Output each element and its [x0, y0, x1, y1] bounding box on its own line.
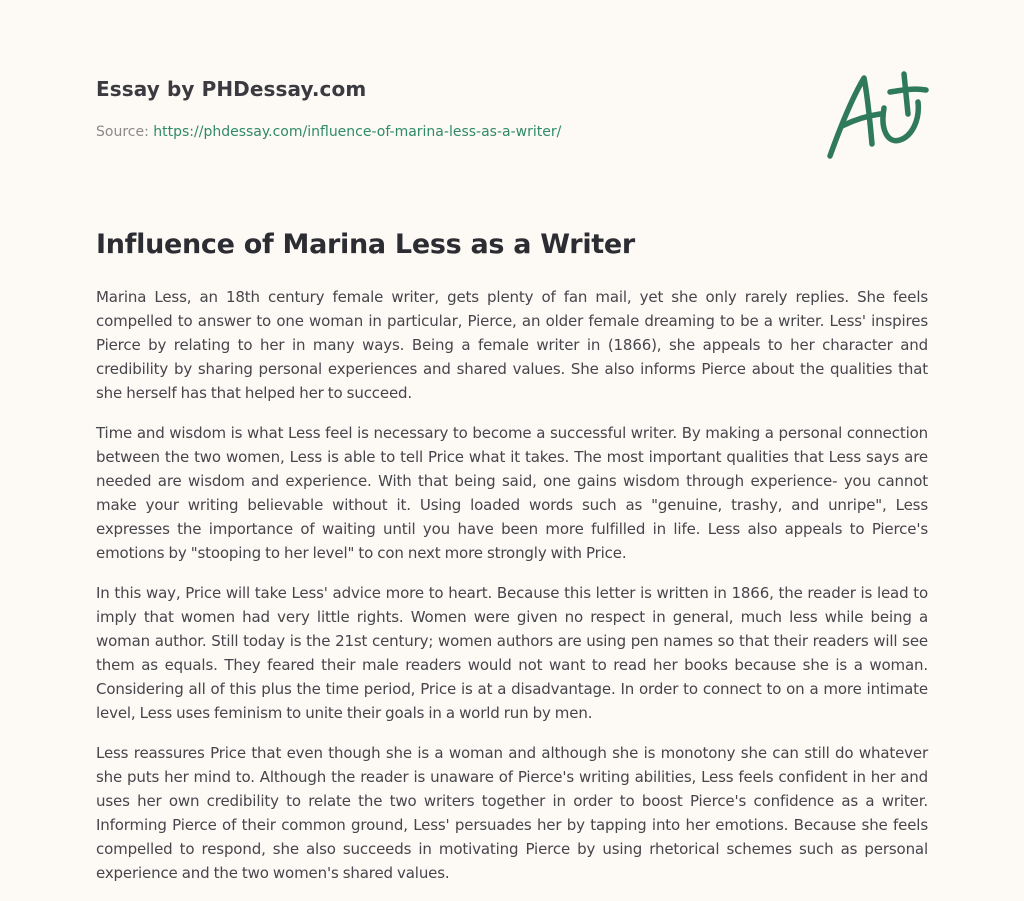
essay-paragraph: Less reassures Price that even though she is a woman and although she is monotony she can still do whatever she puts her mind to. Although the reader is unaware of Pierce's writing abilities, Less feels confident in her and uses her own credibility to relate the two writers together in order to boost Pierce's confidence as a writer. Informing Pierce of their common ground, Less' persuades her by tapping into her emotions. Because she feels compelled to respond, she also succeeds in motivating Pierce by using rhetorical schemes such as personal experience and the two women's shared values. — [96, 744, 928, 882]
essay-paragraph: Marina Less, an 18th century female writer, gets plenty of fan mail, yet she only rarely replies. She feels compelled to answer to one woman in particular, Pierce, an older female dreaming to be a writer. Less' inspires Pierce by relating to her in many ways. Being a female writer in (1866), she appeals to her character and credibility by sharing personal experiences and shared values. She also informs Pierce about the qualities that she herself has that helped her to succeed. — [96, 288, 928, 402]
essay-paragraph: Time and wisdom is what Less feel is necessary to become a successful writer. By making a personal connection between the two women, Less is able to tell Price what it takes. The most important qualities that Less says are needed are wisdom and experience. With that being said, one gains wisdom through experience- you cannot make your writing believable without it. Using loaded words such as "genuine, trashy, and unripe", Less expresses the importance of waiting until you have been more fulfilled in life. Less also appeals to Pierce's emotions by "stooping to her level" to con next more strongly with Price. — [96, 424, 928, 562]
site-brand: Essay by PHDessay.com — [96, 77, 367, 101]
essay-body — [96, 285, 928, 901]
source-label: Source: — [96, 124, 154, 140]
a-plus-grade-icon — [822, 68, 932, 164]
source-link[interactable]: https://phdessay.com/influence-of-marina-less-as-a-writer/ — [153, 124, 562, 140]
essay-paragraph: In this way, Price will take Less' advice more to heart. Because this letter is written in 1866, the reader is lead to imply that women had very little rights. Women were given no respect in general, much less while being a woman author. Still today is the 21st century; women authors are using pen names so that their readers will see them as equals. They feared their male readers would not want to read her books because she is a woman. Considering all of this plus the time period, Price is at a disadvantage. In order to connect to on a more intimate level, Less uses feminism to unite their goals in a world run by men. — [96, 584, 928, 722]
essay-title: Influence of Marina Less as a Writer — [96, 229, 635, 260]
source-line — [96, 122, 796, 142]
page-header — [96, 74, 796, 142]
